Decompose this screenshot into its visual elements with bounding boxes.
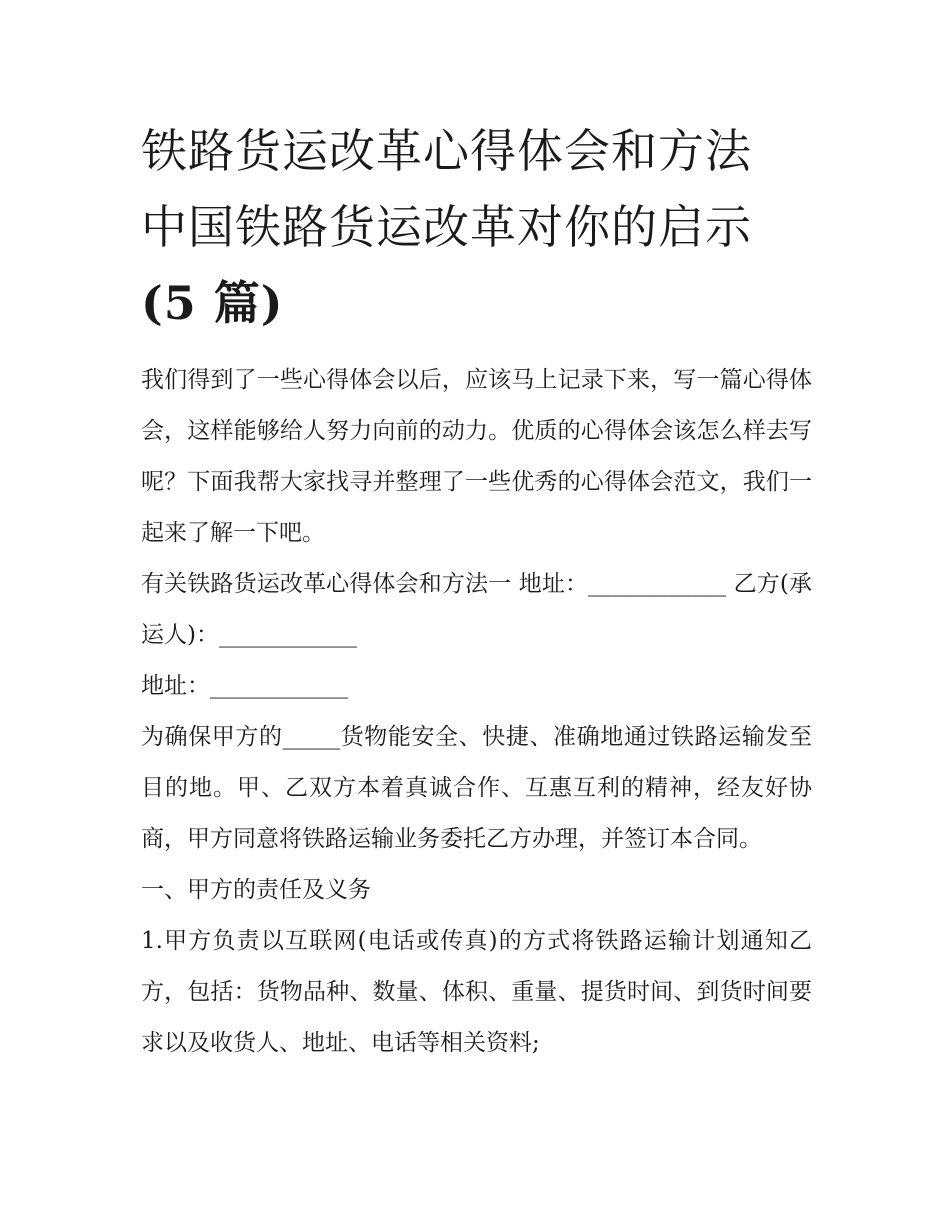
- clause-1-paragraph: 1.甲方负责以互联网(电话或传真)的方式将铁路运输计划通知乙方，包括：货物品种、数量、体积、重量、提货时间、到货时间要求以及收货人、地址、电话等相关资料;: [141, 928, 812, 1056]
- intro-paragraph: 我们得到了一些心得体会以后，应该马上记录下来，写一篇心得体会，这样能够给人努力向前的动力。优质的心得体会该怎么样去写呢？下面我帮大家找寻并整理了一些优秀的心得体会范文，我们一起来了解一下吧。: [141, 367, 812, 546]
- title-line-3: (5 篇): [141, 276, 284, 330]
- title-line-2: 中国铁路货运改革对你的启示: [141, 200, 752, 254]
- section-heading-party-a-duties: 一、甲方的责任及义务: [141, 877, 371, 903]
- address-line: 地址：____________: [141, 673, 348, 699]
- section-one-address-paragraph: 有关铁路货运改革心得体会和方法一 地址：____________ 乙方(承运人)：____________: [141, 571, 812, 648]
- document-title: [141, 113, 812, 341]
- title-line-1: 铁路货运改革心得体会和方法: [141, 124, 752, 178]
- purpose-paragraph: 为确保甲方的_____货物能安全、快捷、准确地通过铁路运输发至目的地。甲、乙双方本着真诚合作、互惠互利的精神，经友好协商，甲方同意将铁路运输业务委托乙方办理，并签订本合同。: [141, 724, 812, 852]
